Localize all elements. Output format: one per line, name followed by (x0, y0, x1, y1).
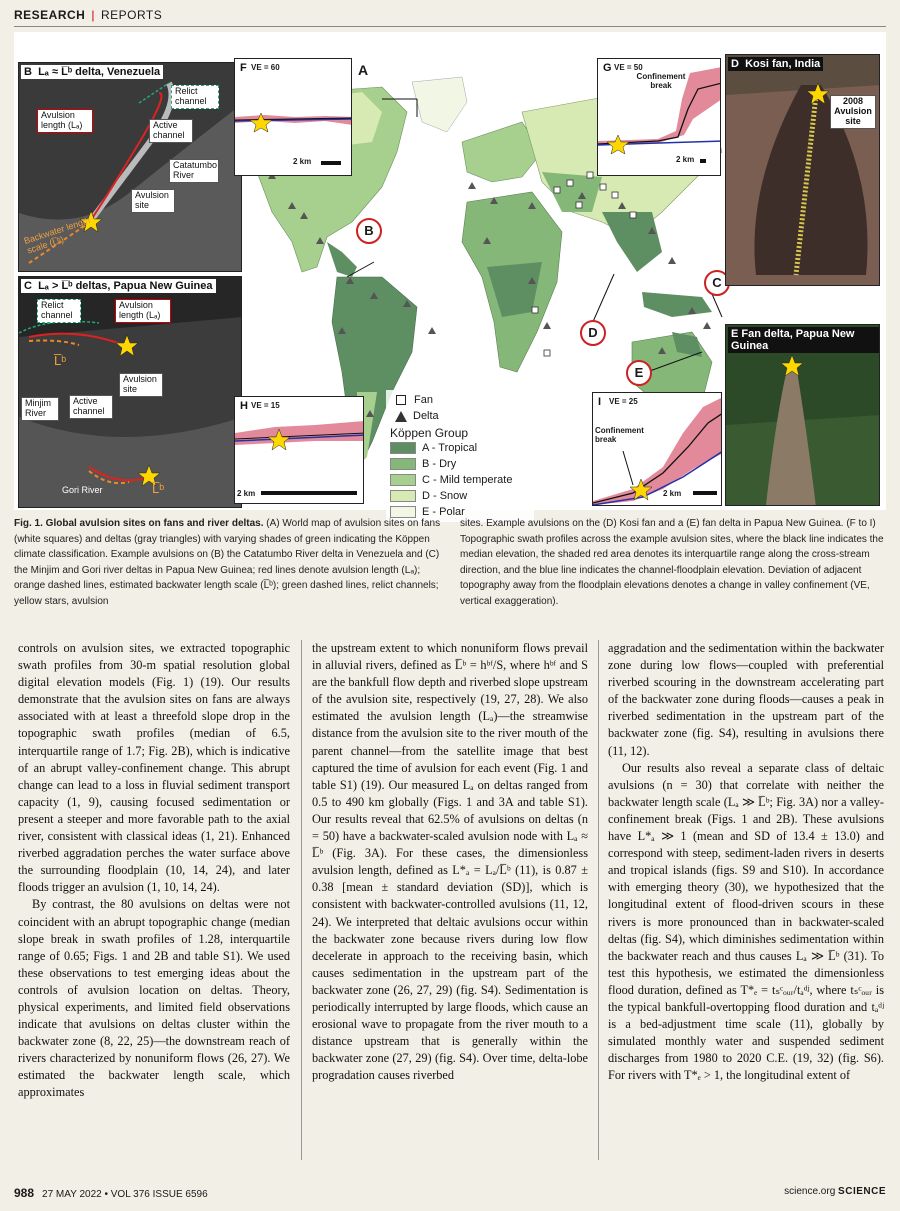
panel-c-lb: L̅ᵇ (54, 353, 67, 368)
legend-group-d (390, 488, 530, 504)
legend-swatch-a (390, 442, 416, 454)
body-column-2 (312, 640, 588, 1084)
legend-koppen-title: Köppen Group (390, 426, 469, 440)
panel-g-scale: 2 km (676, 155, 695, 164)
legend-fan-label: Fan (414, 394, 433, 406)
column-rule (598, 640, 599, 1160)
panel-c (18, 276, 242, 508)
body-paragraph: controls on avulsion sites, we extracted topographic swath profiles from 30-m spatial resolution global digital elevation models (Fig. 1) (19). Our results demonstrate that the avulsion sites on fans are always associated with at least a threefold slope drop in the topographic swath profiles (median of 6.5, interquartile range of 1.7; Fig. 2B), which is indicative of an abrupt valley-confinement change. This abrupt change can lead to a loss in fluvial sediment transport capacity (1, 9), causing focused sedimentation or present a steeper and more favorable path to the axial river, consistent with classical ideas (1, 21). Enhanced riverbed aggradation perches the water surface above the surrounding floodplain (10, 14, 24), and later floods trigger an avulsion (1, 10, 14, 24). (18, 641, 290, 895)
legend-swatch-c (390, 474, 416, 486)
panel-b-relict-channel: Relict channel (171, 85, 219, 109)
panel-e-title-text: Fan delta, Papua New Guinea (731, 328, 855, 352)
legend-swatch-b (390, 458, 416, 470)
panel-b-river: Catatumbo River (169, 159, 219, 183)
panel-i-ve: VE = 25 (609, 397, 638, 406)
panel-c-avulsion-length: Avulsion length (Lₐ) (115, 299, 171, 323)
legend-group-c (390, 472, 530, 488)
panel-c-title (21, 279, 216, 293)
body-paragraph: the upstream extent to which nonuniform flows prevail in alluvial rivers, defined as L̅ᵇ = hᵇᶠ/S, where hᵇᶠ and S are the bankfull flow depth and riverbed slope upstream of the avulsion site, respectively (19, 27, 28). We also estimated the avulsion length (Lₐ)—the streamwise distance from the avulsion site to the river mouth of the parent channel—from the satellite image that best captured the time of avulsion for each event (Fig. 1 and table S1) (19). Our measured Lₐ on deltas ranged from 0.5 to 490 km globally (Figs. 1 and 3A and table S1). Our results reveal that 62.5% of avulsions on deltas (n = 50) have a backwater-scaled avulsion node with Lₐ ≈ L̅ᵇ (Fig. 3A). For these cases, the dimensionless avulsion length, defined as L*ₐ = Lₐ/L̅ᵇ (11), is 0.87 ± 0.38 [mean ± standard deviation (SD)], which is consistent with backwater-controlled avulsions (11, 12, 24). We interpreted that deltaic avulsions occur within the backwater zone because rivers during low flow decelerate in approach to the receiving basin, which causes sedimentation in the upstream part of the backwater zone (26, 27, 29) (fig. S4). Sedimentation is periodically interrupted by large floods, which cause an erosional wave to propagate from the river mouth to a distance upstream that is generally within the backwater zone (27, 29) (fig. S4). Over time, delta-lobe progradation causes riverbed (312, 641, 588, 1083)
legend-label-b: B - Dry (422, 458, 457, 470)
legend-label-d: D - Snow (422, 490, 468, 502)
panel-h-scale: 2 km (237, 489, 256, 498)
legend-label-e: E - Polar (422, 506, 465, 518)
panel-b-title (21, 65, 163, 79)
body-paragraph: By contrast, the 80 avulsions on deltas were not coincident with an abrupt topographic change (median slope break in swath profiles of 1.28, interquartile range of 0.65; Figs. 1 and 2B and table S1). We used these observations to test emerging ideas about the controls of avulsion location on deltas. Theory, physical experiments, and limited field observations indicate that avulsions on deltas cluster within the backwater zone (8, 22, 25)—the downstream reach of rivers characterized by nonuniform flows (26, 27). We estimated the backwater length scale, which approximates (18, 897, 290, 1100)
issue-info: 27 MAY 2022 • VOL 376 ISSUE 6596 (42, 1189, 208, 1200)
callout-d (580, 320, 606, 346)
footer-journal: SCIENCE (838, 1186, 886, 1197)
panel-h (234, 396, 364, 504)
panel-b-active-channel: Active channel (149, 119, 193, 143)
panel-h-ve: VE = 15 (251, 401, 280, 410)
header-subsection: REPORTS (100, 8, 163, 22)
panel-i-break: Confinement break (595, 426, 644, 444)
body-column-1 (18, 640, 290, 1102)
panel-d (725, 54, 880, 286)
panel-f-ve: VE = 60 (251, 63, 280, 72)
panel-d-image (726, 55, 880, 286)
panel-e-title (728, 327, 879, 353)
panel-g (597, 58, 721, 176)
panel-b-backwater: Backwater length scale (L̅ᵇ) (22, 215, 92, 256)
header-rule (14, 26, 886, 27)
callout-b (356, 218, 382, 244)
panel-d-letter: D (731, 58, 739, 70)
panel-c-avulsion-site: Avulsion site (119, 373, 163, 397)
page-number: 988 (14, 1186, 35, 1200)
panel-i-letter: I (595, 395, 604, 409)
panel-b (18, 62, 242, 272)
panel-c-title-text: Lₐ > L̅ᵇ deltas, Papua New Guinea (38, 280, 213, 292)
panel-e (725, 324, 880, 506)
legend-delta-label: Delta (413, 410, 439, 422)
column-rule (301, 640, 302, 1160)
caption-col-1-text: (A) World map of avulsion sites on fans (white squares) and deltas (gray triangles) with varying shades of green indicating the Köppen climate classification. Example avulsions on (B) the Catatumbo River delta in Venezuela and (C) the Minjim and Gori river deltas in Papua New Guinea; red lines denote avulsion length (Lₐ); orange dashed lines, estimated backwater length scale (L̅ᵇ); green dashed lines, relict channels; yellow stars, avulsion (14, 518, 441, 607)
panel-d-title-text: Kosi fan, India (745, 58, 821, 70)
panel-e-letter: E (731, 328, 739, 340)
callout-e-label: E (634, 365, 644, 380)
panel-c-minjim: Minjim River (21, 397, 59, 421)
caption-col-1 (14, 516, 444, 609)
panel-h-letter: H (237, 399, 251, 413)
delta-triangle-icon (395, 411, 407, 422)
panel-h-profile (235, 397, 364, 504)
panel-b-avulsion-site: Avulsion site (131, 189, 175, 213)
panel-b-letter: B (24, 66, 32, 78)
panel-d-site: 2008 Avulsion site (830, 95, 876, 129)
panel-f-scale: 2 km (293, 157, 312, 166)
panel-i (592, 392, 722, 506)
body-paragraph: aggradation and the sedimentation within the backwater zone during low flows—coupled with preferential riverbed scouring in the downstream accelerating part of the backwater zone during floods—causes a peak in riverbed sedimentation in the upstream part of the backwater zone (fig. S4), resulting in avulsions there (11, 12). (608, 641, 884, 758)
panel-g-ve: VE = 50 (614, 63, 643, 72)
panel-d-title (728, 57, 823, 71)
footer-site[interactable]: science.org (784, 1186, 836, 1197)
caption-fig-label: Fig. 1. Global avulsion sites on fans and river deltas. (14, 518, 264, 529)
header-section: RESEARCH (14, 8, 86, 22)
callout-e (626, 360, 652, 386)
panel-c-lb2: L̅ᵇ (152, 481, 165, 496)
body-paragraph: Our results also reveal a separate class of deltaic avulsions (n = 30) that correlate with neither the backwater length scale (Lₐ ≫ L̅ᵇ; Fig. 3A) nor a valley-confinement break (Figs. 1 and 2B). These avulsions have L*ₐ ≫ 1 (mean and SD of 13.4 ± 13.0) and correspond with steep, sediment-laden rivers in deserts and tropical islands (figs. S9 and S10). In accordance with emerging theory (30), we hypothesized that the longitudinal extent of flood-driven scours in these rivers is more pronounced than in backwater-scaled deltas (fig. S4), which diminishes sedimentation within the backwater reach and thus causes Lₐ ≫ L̅ᵇ (31). To test this hypothesis, we estimated the dimensionless flood duration, defined as T*ₑ = tₛᶜₒᵤᵣ/tₐᵈʲ, where tₛᶜₒᵤᵣ is the typical bankfull-overtopping flood duration and tₐᵈʲ is a bed-adjustment time scale (11), globally by simulated monthly water and suspended sediment discharges from 1980 to 2020 C.E. (19, 32) (fig. S6). For rivers with T*ₑ > 1, the longitudinal extent of (608, 760, 884, 1083)
legend-label-a: A - Tropical (422, 442, 478, 454)
body-column-3 (608, 640, 884, 1084)
figure-1 (14, 32, 886, 518)
panel-b-avulsion-length: Avulsion length (Lₐ) (37, 109, 93, 133)
map-label-a: A (358, 62, 369, 78)
legend-delta (390, 408, 530, 424)
running-header (14, 8, 886, 28)
fan-square-icon (396, 395, 406, 405)
panel-f-letter: F (237, 61, 250, 75)
panel-g-letter: G (600, 61, 615, 75)
panel-c-relict-channel: Relict channel (37, 299, 81, 323)
page-footer (14, 1186, 886, 1200)
legend-fan (390, 392, 530, 408)
legend-group-a (390, 440, 530, 456)
callout-c-label: C (712, 275, 722, 290)
callout-b-label: B (364, 223, 374, 238)
panel-g-break: Confinement break (636, 72, 686, 90)
panel-f (234, 58, 352, 176)
panel-b-title-text: Lₐ ≈ L̅ᵇ delta, Venezuela (38, 66, 161, 78)
panel-c-letter: C (24, 280, 32, 292)
panel-c-active-channel: Active channel (69, 395, 113, 419)
legend-swatch-d (390, 490, 416, 502)
legend-group-b (390, 456, 530, 472)
callout-d-label: D (588, 325, 598, 340)
header-separator: | (91, 8, 95, 22)
footer-right (784, 1186, 886, 1197)
map-legend (386, 390, 534, 522)
legend-label-c: C - Mild temperate (422, 474, 513, 486)
panel-c-gori: Gori River (62, 485, 103, 495)
panel-i-scale: 2 km (663, 489, 682, 498)
panel-i-profile (593, 393, 722, 506)
caption-col-2: sites. Example avulsions on the (D) Kosi fan and a (E) fan delta in Papua New Guinea. (F to I) Topographic swath profiles across the example avulsion sites, where the black line indicates the median elevation, the shaded red area denotes its interquartile range along the cross-stream direction, and the blue line indicates the channel-floodplain elevation. Deviation of adjacent topography away from the floodplain elevations denotes a change in valley confinement (VE, vertical exaggeration). (460, 518, 884, 607)
